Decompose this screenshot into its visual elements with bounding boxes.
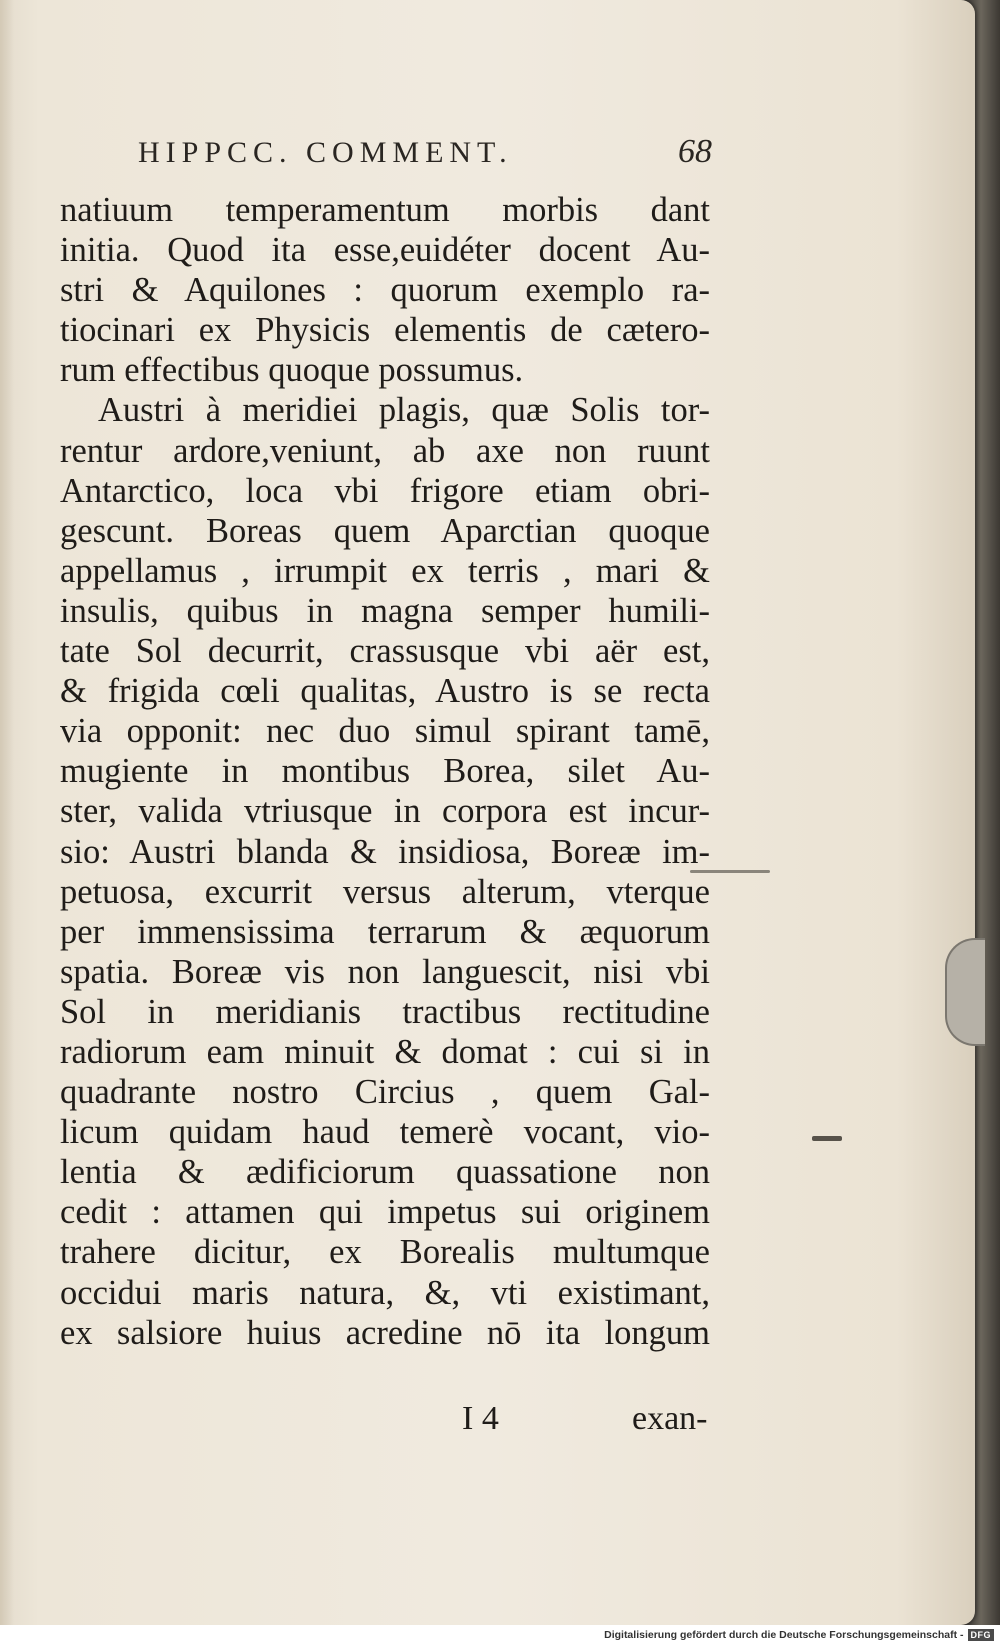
text-line: & frigida cœli qualitas, Austro is se recta bbox=[60, 672, 710, 711]
text-line: tiocinari ex Physicis elementis de cætero- bbox=[60, 311, 710, 350]
text-line: natiuum temperamentum morbis dant bbox=[60, 191, 710, 229]
text-line: Austri à meridiei plagis, quæ Solis tor- bbox=[98, 391, 710, 430]
page-number: 68 bbox=[678, 133, 712, 170]
page-header bbox=[138, 133, 712, 171]
text-line: trahere dicitur, ex Borealis multumque bbox=[60, 1233, 710, 1272]
text-line: initia. Quod ita esse,euidéter docent Au- bbox=[60, 231, 710, 270]
text-line: sio: Austri blanda & insidiosa, Boreæ im- bbox=[60, 832, 710, 871]
text-line: rentur ardore,veniunt, ab axe non ruunt bbox=[60, 431, 710, 470]
text-line: gescunt. Boreas quem Aparctian quoque bbox=[60, 511, 710, 550]
book-clasp bbox=[945, 938, 985, 1046]
text-line: tate Sol decurrit, crassusque vbi aër est, bbox=[60, 632, 710, 671]
signature-mark: I 4 bbox=[462, 1400, 499, 1437]
digitization-notice-bar bbox=[0, 1625, 1000, 1645]
text-line: radiorum eam minuit & domat : cui si in bbox=[60, 1032, 710, 1071]
text-line: cedit : attamen qui impetus sui originem bbox=[60, 1193, 710, 1232]
text-line: appellamus , irrumpit ex terris , mari & bbox=[60, 551, 710, 590]
text-line: lentia & ædificiorum quassatione non bbox=[60, 1153, 710, 1192]
stray-ink-mark bbox=[812, 1136, 842, 1141]
text-line: ster, valida vtriusque in corpora est incur- bbox=[60, 792, 710, 831]
body-text bbox=[60, 190, 710, 1353]
text-line: per immensissima terrarum & æquorum bbox=[60, 912, 710, 951]
text-line: via opponit: nec duo simul spirant tamē, bbox=[60, 712, 710, 751]
text-line: mugiente in montibus Borea, silet Au- bbox=[60, 752, 710, 791]
text-line: Sol in meridianis tractibus rectitudine bbox=[60, 992, 710, 1031]
text-line: licum quidam haud temerè vocant, vio- bbox=[60, 1113, 710, 1152]
text-line: Antarctico, loca vbi frigore etiam obri- bbox=[60, 471, 710, 510]
running-head: HIPPCC. COMMENT. bbox=[138, 136, 513, 169]
page-footer bbox=[0, 1400, 760, 1444]
text-line: ex salsiore huius acredine nō ita longum bbox=[60, 1313, 710, 1352]
stray-pencil-mark bbox=[690, 870, 770, 873]
text-line: insulis, quibus in magna semper humili- bbox=[60, 591, 710, 630]
text-line: stri & Aquilones : quorum exemplo ra- bbox=[60, 271, 710, 310]
page-inner-shadow bbox=[0, 0, 14, 1625]
digitization-notice: Digitalisierung gefördert durch die Deutsche Forschungsgemeinschaft - bbox=[604, 1629, 964, 1641]
catchword: exan- bbox=[632, 1400, 708, 1437]
text-line: petuosa, excurrit versus alterum, vterque bbox=[60, 872, 710, 911]
text-line: quadrante nostro Circius , quem Gal- bbox=[60, 1073, 710, 1112]
text-line: spatia. Boreæ vis non languescit, nisi vbi bbox=[60, 952, 710, 991]
text-line: occidui maris natura, &, vti existimant, bbox=[60, 1273, 710, 1312]
text-line: rum effectibus quoque possumus. bbox=[60, 351, 524, 390]
dfg-logo: DFG bbox=[968, 1629, 995, 1641]
